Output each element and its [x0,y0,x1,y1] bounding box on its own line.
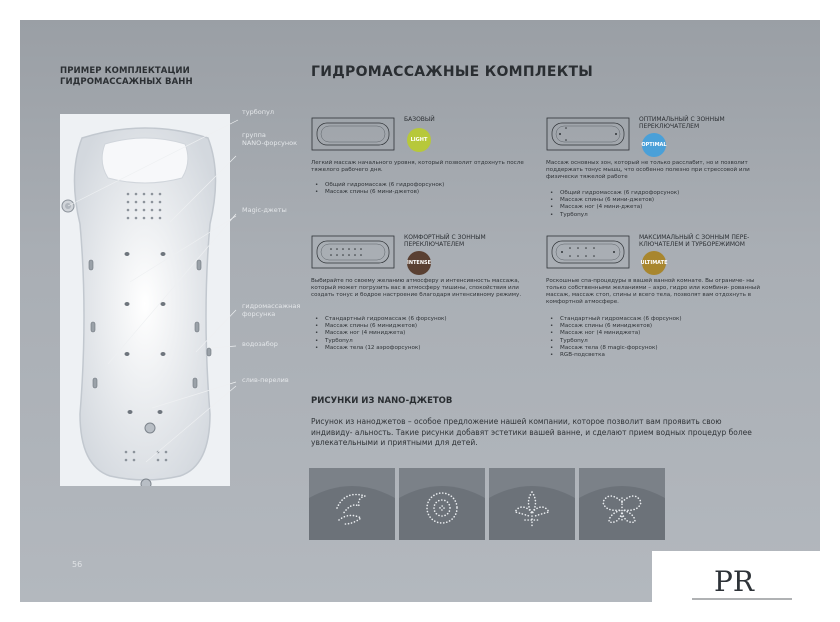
kit-optimal-tub-diagram [546,114,630,154]
callout-hydro-nozzle [242,302,300,318]
kit-ultimate-description: Роскошные спа-процедуры в вашей ванной комнате. Вы ограниче- ны только собственными желаниями – аэро, гидро или комбини- рованный массаж, массаж стоп, спины и всего тела, позволят вам отдохнуть в комфортной атмосфере. [546,278,760,305]
callout-hydro-nozzle-line-2: форсунка [242,310,276,318]
list-item: • Массаж тела (12 аэрофорсунок) [325,345,447,352]
kit-base-name [404,116,435,123]
kit-optimal-name [639,116,725,130]
logo-text: PR [714,565,754,598]
list-item: • Турбопул [325,338,447,345]
kit-base-tub-diagram [311,114,395,154]
kit-optimal [546,114,796,234]
list-item: • Общий гидромассаж (6 гидрофорсунок) [325,182,444,189]
kit-ultimate-name-line-2: КЛЮЧАТЕЛЕМ И ТУРБОРЕЖИМОМ [639,241,745,248]
nano-section-text: Рисунок из наноджетов – особое предложение нашей компании, которое позволит вам проявить свою индивиду- альность. Такие рисунки добавят эстетики вашей ванне, и сделают прием водных процедур более увлекательными и приятными для детей. [311,417,752,447]
list-item: • Массаж тела (8 magic-форсунок) [560,345,682,352]
lily-pattern-icon [489,468,575,540]
callout-drain: слив-перелив [242,376,289,384]
kit-base-features [311,182,444,196]
kit-comfort-badge: INTENSE [407,251,431,275]
kit-base-name-line-1: БАЗОВЫЙ [404,116,435,123]
kit-comfort-description: Выбирайте по своему желанию атмосферу и интенсивность массажа, который может погрузить вас в атмосферу тишины, спокойствия или создать тонус и бодрое настроение благодаря интенсивному режиму. [311,278,522,298]
list-item: • RGB-подсветка [560,352,682,359]
kit-ultimate-features [546,316,682,359]
sun-pattern-image [399,468,485,540]
kit-comfort-name-line-1: КОМФОРТНЫЙ С ЗОННЫМ [404,234,486,241]
kit-optimal-description: Массаж основных зон, который не только расслабит, но и позволит поддержать тонус мышц, что особенно полезно при стрессовой или физически тяжелой работе [546,160,750,180]
kit-optimal-name-line-2: ПЕРЕКЛЮЧАТЕЛЕМ [639,123,700,130]
callout-magic-jets: Magic-джеты [242,206,287,214]
list-item: • Массаж спины (6 мини-джетов) [560,197,679,204]
list-item: • Массаж ног (4 мини-джета) [560,204,679,211]
kit-comfort-features [311,316,447,352]
nano-section-title: РИСУНКИ ИЗ NANO-ДЖЕТОВ [311,396,453,406]
kit-comfort [311,232,551,382]
kit-optimal-features [546,190,679,219]
kit-ultimate-name [639,234,749,248]
kit-ultimate-badge: ULTIMATE [642,251,666,275]
butterfly-pattern-icon [579,468,665,540]
page-number: 56 [72,560,83,569]
kit-base-description: Легкий массаж начального уровня, который позволит отдохнуть после тяжелого рабочего дня. [311,160,524,173]
kit-base-badge: LIGHT [407,128,431,152]
list-item: • Стандартный гидромассаж (6 форсунок) [560,316,682,323]
callout-water-intake: водозабор [242,340,278,348]
list-item: • Стандартный гидромассаж (6 форсунок) [325,316,447,323]
main-title: ГИДРОМАССАЖНЫЕ КОМПЛЕКТЫ [311,64,594,80]
dolphin-pattern-icon [309,468,395,540]
kit-comfort-name [404,234,486,248]
list-item: • Массаж ног (4 миниджета) [325,330,447,337]
list-item: • Турбопул [560,338,682,345]
kit-optimal-name-line-1: ОПТИМАЛЬНЫЙ С ЗОННЫМ [639,116,725,123]
kit-ultimate-name-line-1: МАКСИМАЛЬНЫЙ С ЗОННЫМ ПЕРЕ- [639,234,750,241]
lily-pattern-image [489,468,575,540]
left-title-line-2: ГИДРОМАССАЖНЫХ ВАНН [60,77,193,87]
brand-logo-mark [652,551,822,613]
list-item: • Турбопул [560,212,679,219]
kit-comfort-tub-diagram [311,232,395,272]
list-item: • Массаж ног (4 миниджета) [560,330,682,337]
list-item: • Массаж спины (6 миниджетов) [325,323,447,330]
left-title-line-1: ПРИМЕР КОМПЛЕКТАЦИИ [60,66,190,76]
callout-nano-group [242,131,297,147]
catalog-page [20,20,820,602]
callout-turbopul: турбопул [242,108,274,116]
sun-pattern-icon [399,468,485,540]
kit-ultimate-tub-diagram [546,232,630,272]
list-item: • Общий гидромассаж (6 гидрофорсунок) [560,190,679,197]
list-item: • Массаж спины (6 мини-джетов) [325,189,444,196]
kit-ultimate [546,232,796,392]
kit-comfort-name-line-2: ПЕРЕКЛЮЧАТЕЛЕМ [404,241,465,248]
brand-logo [652,551,822,613]
callout-hydro-nozzle-line-1: гидромассажная [242,302,301,310]
list-item: • Массаж спины (6 миниджетов) [560,323,682,330]
kit-optimal-badge: OPTIMAL [642,133,666,157]
butterfly-pattern-image [579,468,665,540]
kit-base [311,114,551,224]
callout-nano-group-line-1: группа [242,131,266,139]
dolphin-pattern-image [309,468,395,540]
callout-nano-group-line-2: NANO-форсунок [242,139,298,147]
